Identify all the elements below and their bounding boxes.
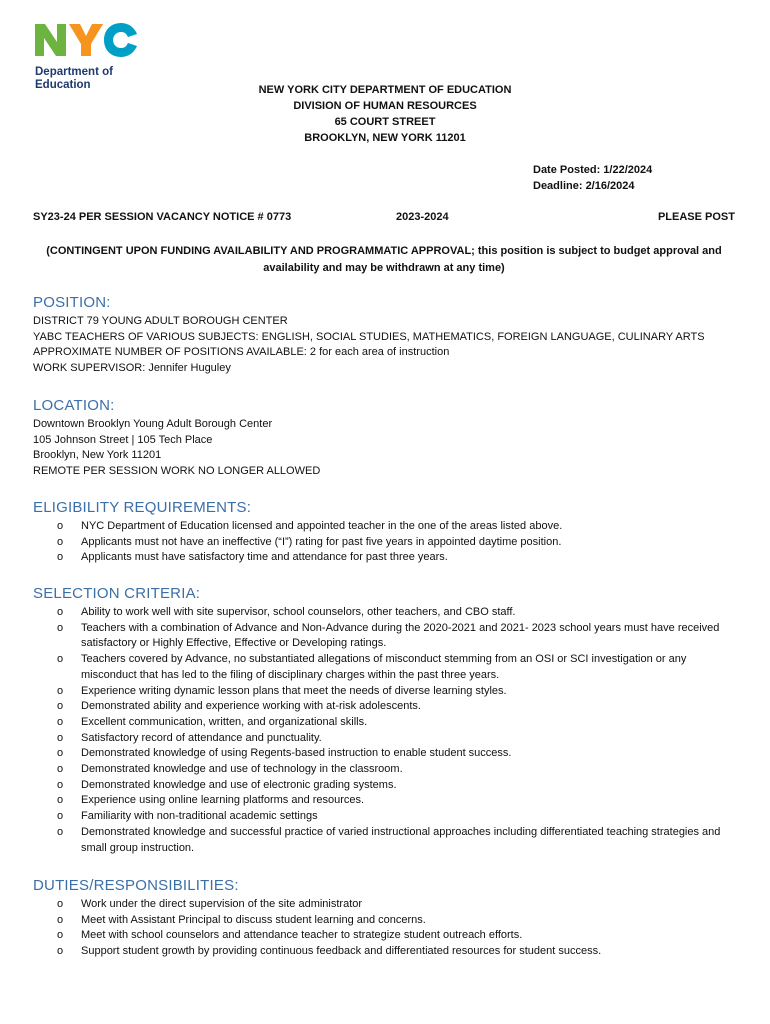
- list-item: [33, 621, 743, 652]
- logo-line-2: Education: [35, 79, 91, 91]
- bullet-marker: o: [57, 653, 64, 666]
- bullet-marker: o: [57, 684, 64, 697]
- selection-item: Demonstrated knowledge and use of electronic grading systems.: [81, 778, 397, 791]
- location-line: Downtown Brooklyn Young Adult Borough Center: [33, 418, 273, 430]
- notice-number: SY23-24 PER SESSION VACANCY NOTICE # 0773: [33, 211, 292, 223]
- bullet-marker: o: [57, 929, 64, 942]
- selection-item: Demonstrated knowledge and successful practice of varied instructional approaches including differentiated teaching strategies and small group instruction.: [81, 825, 721, 854]
- list-item: [33, 605, 743, 621]
- location-line: 105 Johnson Street | 105 Tech Place: [33, 433, 213, 446]
- list-item: [33, 897, 743, 913]
- location-heading: LOCATION:: [33, 397, 115, 414]
- selection-section: [33, 585, 743, 856]
- duties-item: Work under the direct supervision of the site administrator: [81, 898, 363, 910]
- school-year: 2023-2024: [396, 211, 449, 223]
- bullet-marker: o: [57, 794, 64, 807]
- selection-item: Satisfactory record of attendance and punctuality.: [81, 731, 322, 744]
- duties-section: [33, 877, 743, 960]
- list-item: [33, 793, 743, 809]
- selection-item: Demonstrated knowledge of using Regents-based instruction to enable student success.: [81, 747, 512, 760]
- eligibility-item: Applicants must have satisfactory time and attendance for past three years.: [81, 551, 448, 564]
- bullet-marker: o: [57, 520, 64, 532]
- position-line: YABC TEACHERS OF VARIOUS SUBJECTS: ENGLISH, SOCIAL STUDIES, MATHEMATICS, FOREIGN LANGUAGE, CULINARY ARTS: [33, 330, 705, 343]
- eligibility-heading: ELIGIBILITY REQUIREMENTS:: [33, 499, 252, 516]
- list-item: [33, 825, 743, 856]
- contingent-line-1: (CONTINGENT UPON FUNDING AVAILABILITY AND PROGRAMMATIC APPROVAL; this position is subject to budget approval and: [46, 245, 722, 257]
- list-item: [33, 550, 743, 566]
- bullet-marker: o: [57, 715, 64, 728]
- position-line: WORK SUPERVISOR: Jennifer Huguley: [33, 361, 231, 374]
- header-line: BROOKLYN, NEW YORK 11201: [304, 132, 466, 144]
- bullet-marker: o: [57, 913, 64, 926]
- duties-item: Support student growth by providing continuous feedback and differentiated resources for student success.: [81, 945, 602, 958]
- eligibility-item: Applicants must not have an ineffective (“I”) rating for past five years in appointed daytime position.: [81, 535, 562, 548]
- list-item: [33, 778, 743, 794]
- eligibility-section: [33, 499, 743, 566]
- list-item: [33, 746, 743, 762]
- bullet-marker: o: [57, 551, 64, 564]
- list-item: [33, 762, 743, 778]
- selection-item: Experience using online learning platforms and resources.: [81, 794, 365, 807]
- document-header: [0, 82, 770, 146]
- bullet-marker: o: [57, 763, 64, 776]
- header-line: NEW YORK CITY DEPARTMENT OF EDUCATION: [258, 84, 512, 96]
- position-section: [33, 294, 743, 376]
- list-item: [33, 652, 743, 683]
- bullet-marker: o: [57, 731, 64, 744]
- header-line: DIVISION OF HUMAN RESOURCES: [293, 100, 477, 112]
- bullet-marker: o: [57, 945, 64, 958]
- eligibility-item: NYC Department of Education licensed and appointed teacher in the one of the areas listed above.: [81, 520, 563, 532]
- nyc-letters-logo: [33, 20, 145, 60]
- bullet-marker: o: [57, 606, 64, 618]
- selection-item: Teachers with a combination of Advance and Non-Advance during the 2020-2021 and 2021- 2023 school years must have received satisfactory or Highly Effective, Effective or Developing ratings.: [81, 621, 720, 650]
- list-item: [33, 699, 743, 715]
- list-item: [33, 809, 743, 825]
- bullet-marker: o: [57, 898, 64, 910]
- list-item: [33, 731, 743, 747]
- duties-item: Meet with school counselors and attendance teacher to strategize student outreach efforts.: [81, 929, 523, 942]
- duties-item: Meet with Assistant Principal to discuss student learning and concerns.: [81, 913, 426, 926]
- list-item: [33, 519, 743, 535]
- bullet-marker: o: [57, 700, 64, 713]
- selection-item: Demonstrated knowledge and use of technology in the classroom.: [81, 763, 403, 776]
- position-line: DISTRICT 79 YOUNG ADULT BOROUGH CENTER: [33, 315, 288, 327]
- list-item: [33, 684, 743, 700]
- location-line: REMOTE PER SESSION WORK NO LONGER ALLOWED: [33, 464, 321, 477]
- list-item: [33, 928, 743, 944]
- list-item: [33, 535, 743, 551]
- selection-item: Ability to work well with site supervisor, school counselors, other teachers, and CBO staff.: [81, 606, 516, 618]
- position-line: APPROXIMATE NUMBER OF POSITIONS AVAILABLE: 2 for each area of instruction: [33, 346, 450, 359]
- date-posted: Date Posted: 1/22/2024: [533, 164, 653, 176]
- list-item: [33, 715, 743, 731]
- list-item: [33, 913, 743, 929]
- header-line: 65 COURT STREET: [334, 116, 436, 128]
- location-line: Brooklyn, New York 11201: [33, 449, 162, 462]
- bullet-marker: o: [57, 535, 64, 548]
- logo-line-1: Department of: [35, 66, 113, 78]
- contingent-statement: [33, 243, 735, 277]
- list-item: [33, 944, 743, 960]
- bullet-marker: o: [57, 621, 64, 634]
- please-post: PLEASE POST: [657, 211, 735, 223]
- selection-item: Excellent communication, written, and organizational skills.: [81, 715, 368, 728]
- bullet-marker: o: [57, 747, 64, 760]
- selection-heading: SELECTION CRITERIA:: [33, 585, 201, 602]
- selection-item: Familiarity with non-traditional academic settings: [81, 810, 318, 823]
- deadline: Deadline: 2/16/2024: [533, 180, 635, 192]
- bullet-marker: o: [57, 778, 64, 791]
- contingent-line-2: availability and may be withdrawn at any time): [263, 262, 505, 274]
- bullet-marker: o: [57, 825, 64, 838]
- vacancy-notice-row: [33, 209, 735, 225]
- location-section: [33, 397, 743, 479]
- duties-heading: DUTIES/RESPONSIBILITIES:: [33, 877, 239, 894]
- position-heading: POSITION:: [33, 294, 111, 311]
- bullet-marker: o: [57, 810, 64, 823]
- selection-item: Experience writing dynamic lesson plans that meet the needs of diverse learning styles.: [81, 684, 507, 697]
- selection-item: Teachers covered by Advance, no substantiated allegations of misconduct stemming from an OSI or SCI investigation or any misconduct that has led to the filing of disciplinary charges within the past three years.: [81, 653, 687, 681]
- date-block: [533, 162, 652, 194]
- selection-item: Demonstrated ability and experience working with at-risk adolescents.: [81, 700, 421, 713]
